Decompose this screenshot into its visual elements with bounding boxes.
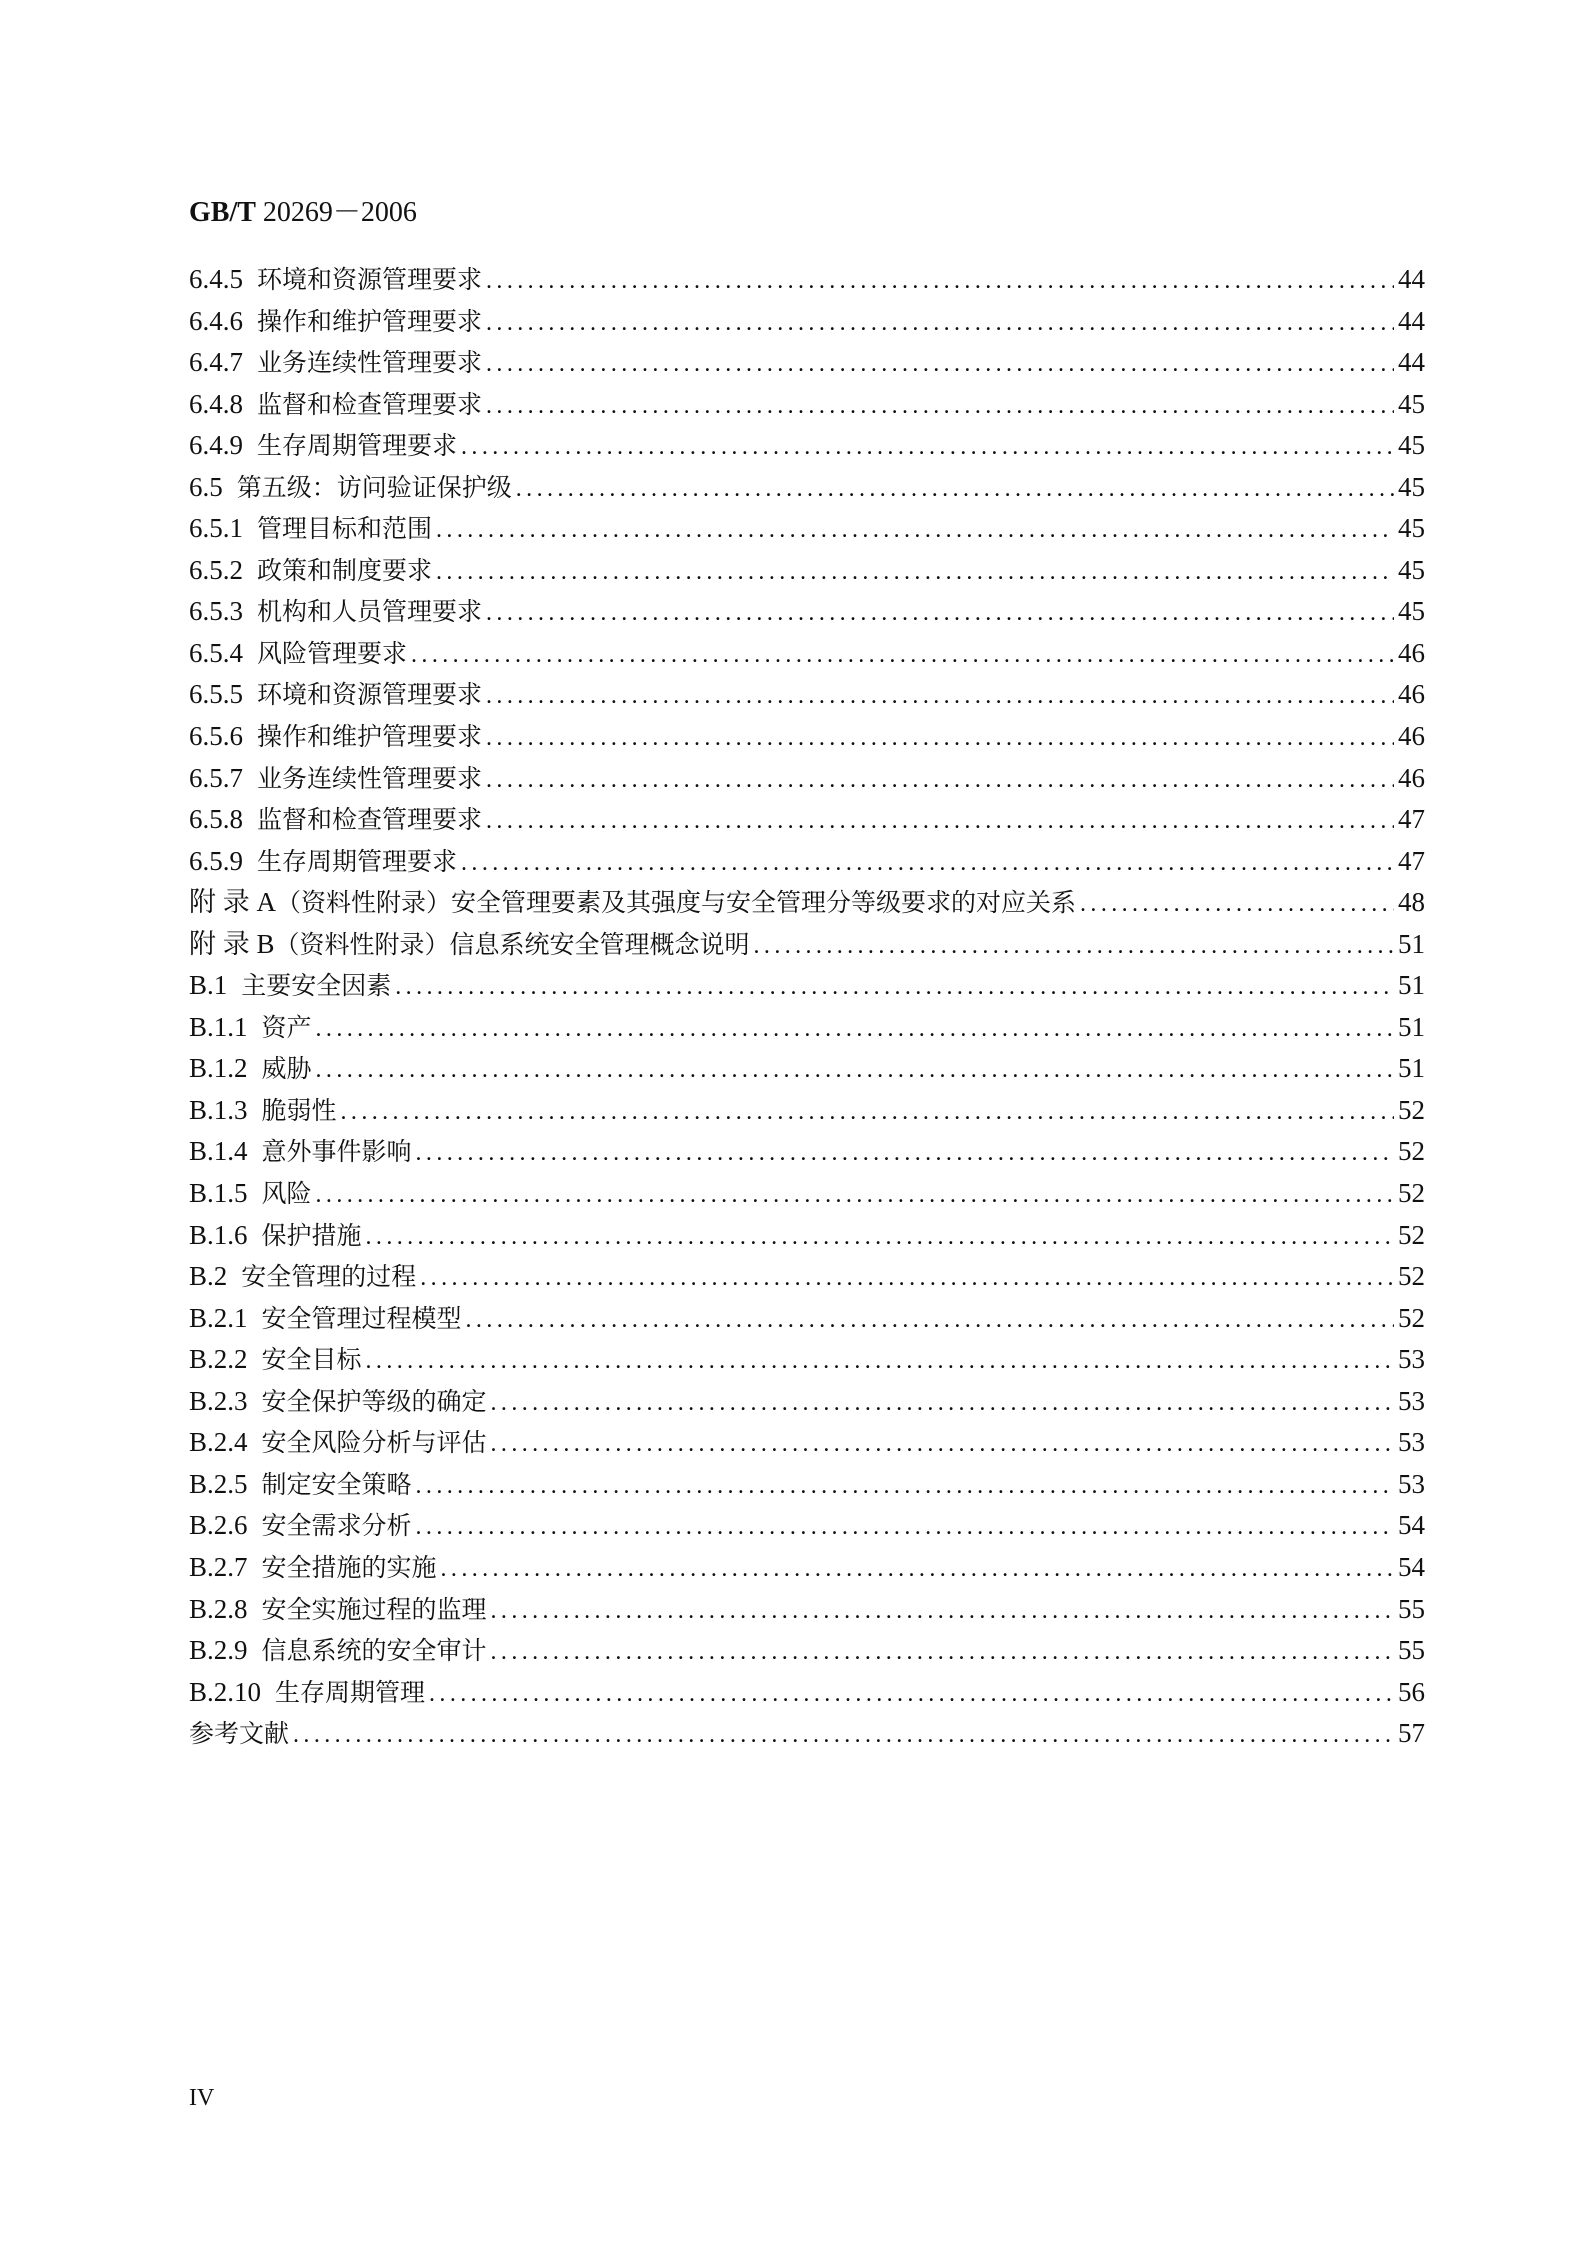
toc-entry-page: 46 [1398, 721, 1425, 752]
dot-leader [491, 1635, 1394, 1669]
dot-leader [486, 804, 1394, 838]
toc-entry[interactable] [189, 1051, 1425, 1093]
toc-entry[interactable] [189, 1259, 1425, 1301]
toc-entry-page: 52 [1398, 1094, 1425, 1125]
toc-entry[interactable] [189, 262, 1425, 304]
dot-leader [316, 1178, 1394, 1212]
dot-leader [486, 306, 1394, 340]
dot-leader [486, 596, 1394, 630]
toc-entry[interactable] [189, 802, 1425, 844]
toc-entry-title: （资料性附录）安全管理要素及其强度与安全管理分等级要求的对应关系 [276, 888, 1077, 918]
toc-entry-title: 安全管理的过程 [241, 1262, 417, 1292]
toc-entry-number: B.1.4 [189, 1136, 248, 1167]
toc-entry-number: 6.4.6 [189, 305, 243, 336]
dot-leader [395, 970, 1394, 1004]
toc-entry[interactable] [189, 1467, 1425, 1509]
toc-entry-page: 45 [1398, 554, 1425, 585]
toc-entry-page: 52 [1398, 1178, 1425, 1209]
toc-entry-number: B.2 [189, 1261, 228, 1292]
toc-entry-page: 51 [1398, 970, 1425, 1001]
toc-entry-number: B.2.10 [189, 1676, 262, 1707]
toc-entry-title: 操作和维护管理要求 [257, 306, 483, 336]
toc-entry-number: B.1.1 [189, 1011, 248, 1042]
toc-entry-title: 信息系统的安全审计 [261, 1636, 487, 1666]
toc-entry-number: 附 录 B [189, 928, 275, 959]
toc-entry-title: （资料性附录）信息系统安全管理概念说明 [274, 929, 750, 959]
toc-entry-title: 监督和检查管理要求 [257, 389, 483, 419]
toc-entry-page: 54 [1398, 1551, 1425, 1582]
toc-entry-title: 安全风险分析与评估 [261, 1428, 487, 1458]
toc-entry-page: 45 [1398, 513, 1425, 544]
toc-entry[interactable] [189, 1301, 1425, 1343]
dot-leader [491, 1386, 1394, 1420]
toc-entry[interactable] [189, 1134, 1425, 1176]
toc-entry-title: 资产 [261, 1012, 312, 1042]
dot-leader [416, 1510, 1394, 1544]
toc-entry[interactable] [189, 470, 1425, 512]
toc-entry-page: 45 [1398, 388, 1425, 419]
toc-entry-title: 安全措施的实施 [261, 1552, 437, 1582]
toc-entry-page: 53 [1398, 1427, 1425, 1458]
toc-entry[interactable] [189, 1550, 1425, 1592]
dot-leader [486, 389, 1394, 423]
toc-entry-title: 管理目标和范围 [257, 514, 433, 544]
toc-entry-page: 44 [1398, 305, 1425, 336]
toc-entry-page: 52 [1398, 1136, 1425, 1167]
table-of-contents [189, 262, 1425, 1758]
toc-entry-title: 脆弱性 [261, 1095, 337, 1125]
toc-entry[interactable] [189, 1384, 1425, 1426]
toc-entry-number: B.2.6 [189, 1510, 248, 1541]
toc-entry-number: B.1.2 [189, 1053, 248, 1084]
toc-entry-number: B.2.1 [189, 1302, 248, 1333]
dot-leader [486, 347, 1394, 381]
toc-entry[interactable] [189, 885, 1425, 927]
dot-leader [436, 555, 1394, 589]
toc-entry-number: 6.5.4 [189, 637, 243, 668]
toc-entry-page: 52 [1398, 1302, 1425, 1333]
dot-leader [486, 763, 1394, 797]
toc-entry-number: 6.4.5 [189, 264, 243, 294]
toc-entry-page: 52 [1398, 1219, 1425, 1250]
toc-entry-number: B.2.2 [189, 1344, 248, 1375]
toc-entry[interactable] [189, 511, 1425, 553]
dot-leader [316, 1053, 1394, 1087]
toc-entry[interactable] [189, 719, 1425, 761]
dot-leader [486, 679, 1394, 713]
toc-entry-number: B.1 [189, 970, 228, 1001]
toc-entry-page: 53 [1398, 1385, 1425, 1416]
dot-leader [516, 472, 1394, 506]
toc-entry-title: 生存周期管理要求 [257, 846, 458, 876]
toc-entry-page: 46 [1398, 637, 1425, 668]
toc-entry-page: 57 [1398, 1718, 1425, 1749]
dot-leader [293, 1718, 1394, 1752]
toc-entry-number: B.2.9 [189, 1635, 248, 1666]
dot-leader [366, 1344, 1394, 1378]
dot-leader [416, 1469, 1394, 1503]
toc-entry-page: 45 [1398, 471, 1425, 502]
toc-entry-number: B.2.3 [189, 1385, 248, 1416]
toc-entry[interactable] [189, 553, 1425, 595]
toc-entry-title: 第五级：访问验证保护级 [236, 472, 512, 502]
toc-entry-page: 45 [1398, 430, 1425, 461]
toc-entry-title: 环境和资源管理要求 [257, 265, 483, 294]
toc-entry-page: 55 [1398, 1635, 1425, 1666]
toc-entry-number: B.1.5 [189, 1178, 248, 1209]
standard-prefix: GB/T [189, 197, 256, 228]
toc-entry-page: 44 [1398, 264, 1425, 294]
toc-entry[interactable] [189, 304, 1425, 346]
toc-entry-page: 47 [1398, 845, 1425, 876]
toc-entry-page: 44 [1398, 347, 1425, 378]
toc-entry[interactable] [189, 968, 1425, 1010]
toc-entry-number: B.1.3 [189, 1094, 248, 1125]
toc-entry-number: B.2.4 [189, 1427, 248, 1458]
toc-entry-page: 56 [1398, 1676, 1425, 1707]
dot-leader [341, 1095, 1394, 1129]
dot-leader [754, 929, 1394, 963]
toc-entry-title: 意外事件影响 [261, 1137, 412, 1167]
toc-entry[interactable] [189, 1218, 1425, 1260]
toc-entry-page: 54 [1398, 1510, 1425, 1541]
toc-entry-number: 6.5.1 [189, 513, 243, 544]
toc-entry-title: 生存周期管理 [275, 1677, 426, 1707]
dot-leader [420, 1261, 1394, 1295]
toc-entry-title: 监督和检查管理要求 [257, 805, 483, 835]
dot-leader [491, 1427, 1394, 1461]
document-header [189, 190, 417, 230]
toc-entry-title: 安全目标 [261, 1345, 362, 1375]
page-number: IV [189, 2085, 215, 2111]
toc-entry[interactable] [189, 1425, 1425, 1467]
dot-leader [416, 1136, 1394, 1170]
dot-leader [461, 846, 1394, 880]
dot-leader [491, 1594, 1394, 1628]
toc-entry-title: 生存周期管理要求 [257, 431, 458, 461]
toc-entry[interactable] [189, 844, 1425, 886]
toc-entry-number: 6.5.8 [189, 804, 243, 835]
toc-entry-title: 制定安全策略 [261, 1469, 412, 1499]
toc-entry[interactable] [189, 428, 1425, 470]
dot-leader [429, 1677, 1394, 1711]
toc-entry-page: 55 [1398, 1593, 1425, 1624]
toc-entry-number: 6.4.8 [189, 388, 243, 419]
toc-entry-title: 操作和维护管理要求 [257, 722, 483, 752]
toc-entry-number: 6.5.6 [189, 721, 243, 752]
toc-entry-number: B.2.8 [189, 1593, 248, 1624]
toc-entry[interactable] [189, 1176, 1425, 1218]
toc-entry-number: 6.5.2 [189, 554, 243, 585]
toc-entry-number: 附 录 A [189, 887, 276, 918]
dot-leader [316, 1012, 1394, 1046]
toc-entry-number: B.1.6 [189, 1219, 248, 1250]
toc-entry[interactable] [189, 1010, 1425, 1052]
toc-entry[interactable] [189, 761, 1425, 803]
toc-entry-title: 环境和资源管理要求 [257, 680, 483, 710]
toc-entry-title: 业务连续性管理要求 [257, 348, 483, 378]
toc-entry-page: 53 [1398, 1468, 1425, 1499]
dot-leader [1080, 887, 1394, 921]
toc-entry-title: 安全实施过程的监理 [261, 1594, 487, 1624]
toc-entry-title: 安全保护等级的确定 [261, 1386, 487, 1416]
dot-leader [466, 1303, 1394, 1337]
standard-number: 20269－2006 [262, 197, 417, 228]
toc-entry-page: 47 [1398, 804, 1425, 835]
toc-entry[interactable] [189, 345, 1425, 387]
toc-entry-title: 威胁 [261, 1054, 312, 1084]
toc-entry[interactable] [189, 387, 1425, 429]
toc-entry-title: 安全需求分析 [261, 1511, 412, 1541]
toc-entry-page: 53 [1398, 1344, 1425, 1375]
toc-entry-page: 45 [1398, 596, 1425, 627]
dot-leader [366, 1220, 1394, 1254]
dot-leader [486, 721, 1394, 755]
toc-entry[interactable] [189, 1716, 1425, 1758]
toc-entry-number: 6.4.9 [189, 430, 243, 461]
toc-entry-number: 6.5.7 [189, 762, 243, 793]
toc-entry-page: 52 [1398, 1261, 1425, 1292]
toc-entry-number: 6.4.7 [189, 347, 243, 378]
dot-leader [486, 264, 1394, 298]
toc-entry-title: 安全管理过程模型 [261, 1303, 462, 1333]
toc-entry[interactable] [189, 1508, 1425, 1550]
toc-entry-number: B.2.7 [189, 1551, 248, 1582]
toc-entry-title: 机构和人员管理要求 [257, 597, 483, 627]
toc-entry[interactable] [189, 1342, 1425, 1384]
toc-entry-number: 6.5.5 [189, 679, 243, 710]
toc-entry[interactable] [189, 594, 1425, 636]
toc-entry-title: 业务连续性管理要求 [257, 763, 483, 793]
toc-entry-page: 46 [1398, 679, 1425, 710]
dot-leader [461, 430, 1394, 464]
toc-entry-title: 主要安全因素 [241, 971, 392, 1001]
toc-entry-number: 6.5 [189, 471, 223, 502]
toc-entry[interactable] [189, 1093, 1425, 1135]
dot-leader [436, 513, 1394, 547]
dot-leader [441, 1552, 1394, 1586]
toc-entry-title: 政策和制度要求 [257, 555, 433, 585]
toc-entry-page: 46 [1398, 762, 1425, 793]
dot-leader [411, 638, 1394, 672]
toc-entry-title: 风险 [261, 1179, 312, 1209]
toc-entry-title: 风险管理要求 [257, 638, 408, 668]
toc-entry[interactable] [189, 1675, 1425, 1717]
toc-entry-number: 6.5.9 [189, 845, 243, 876]
toc-entry[interactable] [189, 927, 1425, 969]
toc-entry-title: 保护措施 [261, 1220, 362, 1250]
toc-entry-page: 51 [1398, 1011, 1425, 1042]
toc-entry[interactable] [189, 1633, 1425, 1675]
toc-entry-title: 参考文献 [189, 1719, 290, 1749]
toc-entry[interactable] [189, 677, 1425, 719]
toc-entry-page: 51 [1398, 928, 1425, 959]
toc-entry-page: 51 [1398, 1053, 1425, 1084]
toc-entry-page: 48 [1398, 887, 1425, 918]
toc-entry-number: B.2.5 [189, 1468, 248, 1499]
toc-entry-number: 6.5.3 [189, 596, 243, 627]
toc-entry[interactable] [189, 1592, 1425, 1634]
toc-entry[interactable] [189, 636, 1425, 678]
